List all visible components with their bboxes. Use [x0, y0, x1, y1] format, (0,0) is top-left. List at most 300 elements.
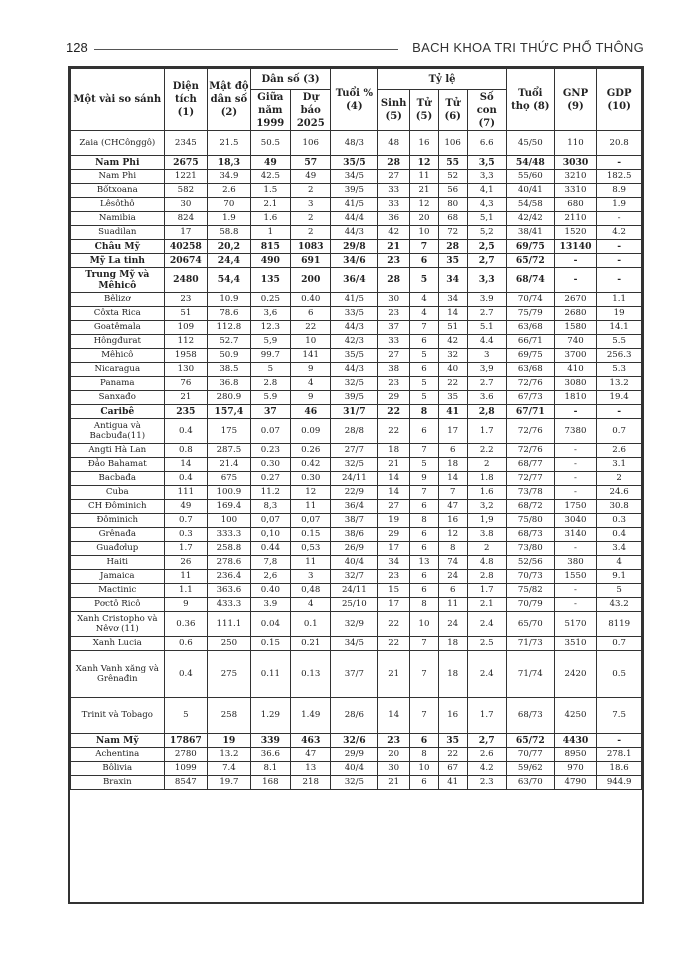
- country-cell: Guađơlup: [71, 542, 165, 556]
- table-row: [71, 698, 642, 734]
- value-cell: 0.4: [164, 651, 208, 698]
- value-cell: 6: [410, 776, 439, 790]
- country-cell: Braxin: [71, 776, 165, 790]
- value-cell: 35/5: [331, 156, 378, 170]
- country-cell: Nam Phi: [71, 170, 165, 184]
- table-row: [71, 419, 642, 444]
- value-cell: 44/3: [331, 226, 378, 240]
- value-cell: 236.4: [208, 570, 251, 584]
- value-cell: 38.5: [208, 363, 251, 377]
- country-cell: Antigua và Bacbuđa(11): [71, 419, 165, 444]
- table-row: [71, 321, 642, 335]
- value-cell: 111.1: [208, 612, 251, 637]
- value-cell: 3.6: [467, 391, 506, 405]
- value-cell: 22: [378, 405, 410, 419]
- value-cell: 0.13: [291, 651, 331, 698]
- table-row: [71, 556, 642, 570]
- country-cell: Hôngđurat: [71, 335, 165, 349]
- value-cell: 2: [597, 472, 642, 486]
- country-cell: Côxta Rica: [71, 307, 165, 321]
- value-cell: 3040: [554, 514, 597, 528]
- value-cell: 5170: [554, 612, 597, 637]
- value-cell: 169.4: [208, 500, 251, 514]
- value-cell: 0.3: [164, 528, 208, 542]
- value-cell: -: [554, 598, 597, 612]
- value-cell: 675: [208, 472, 251, 486]
- value-cell: 49: [250, 156, 290, 170]
- value-cell: 41/5: [331, 293, 378, 307]
- value-cell: 18.6: [597, 762, 642, 776]
- value-cell: 55: [438, 156, 467, 170]
- value-cell: 5: [410, 458, 439, 472]
- value-cell: -: [554, 486, 597, 500]
- value-cell: 2680: [554, 307, 597, 321]
- value-cell: 6: [291, 307, 331, 321]
- value-cell: 0.5: [597, 651, 642, 698]
- value-cell: 8.9: [597, 184, 642, 198]
- value-cell: 24/11: [331, 472, 378, 486]
- value-cell: 23: [164, 293, 208, 307]
- value-cell: 16: [438, 698, 467, 734]
- value-cell: 0.30: [291, 472, 331, 486]
- value-cell: 0.15: [291, 528, 331, 542]
- page-header: [66, 40, 644, 58]
- value-cell: 9: [291, 363, 331, 377]
- country-cell: Pơctô Ricô: [71, 598, 165, 612]
- value-cell: 1: [250, 226, 290, 240]
- country-cell: Lêsôthô: [71, 198, 165, 212]
- value-cell: 7: [410, 698, 439, 734]
- header-area: Diện tích (1): [164, 69, 208, 131]
- value-cell: 19.4: [597, 391, 642, 405]
- value-cell: 27: [378, 349, 410, 363]
- value-cell: 7: [410, 486, 439, 500]
- value-cell: 69/75: [506, 349, 554, 363]
- value-cell: 141: [291, 349, 331, 363]
- value-cell: 11: [291, 500, 331, 514]
- value-cell: 2,7: [467, 734, 506, 748]
- country-cell: Haiti: [71, 556, 165, 570]
- value-cell: 21: [378, 651, 410, 698]
- value-cell: 41: [438, 776, 467, 790]
- value-cell: 8: [410, 405, 439, 419]
- value-cell: 111: [164, 486, 208, 500]
- value-cell: 278.1: [597, 748, 642, 762]
- value-cell: 68/74: [506, 268, 554, 293]
- table-row: [71, 748, 642, 762]
- value-cell: 11: [164, 570, 208, 584]
- value-cell: 22: [378, 637, 410, 651]
- header-rule: [94, 49, 398, 50]
- table-row: [71, 335, 642, 349]
- value-cell: 2,5: [467, 240, 506, 254]
- value-cell: 680: [554, 198, 597, 212]
- value-cell: 2: [291, 226, 331, 240]
- value-cell: 22: [378, 612, 410, 637]
- value-cell: 0.36: [164, 612, 208, 637]
- value-cell: 39/5: [331, 391, 378, 405]
- value-cell: 6: [438, 584, 467, 598]
- value-cell: 34.9: [208, 170, 251, 184]
- value-cell: 5: [410, 377, 439, 391]
- value-cell: 3.1: [597, 458, 642, 472]
- value-cell: 38/6: [331, 528, 378, 542]
- value-cell: 20,2: [208, 240, 251, 254]
- header-age: Tuổi % (4): [331, 69, 378, 131]
- value-cell: 4.2: [597, 226, 642, 240]
- value-cell: 6: [410, 419, 439, 444]
- value-cell: 29/9: [331, 748, 378, 762]
- value-cell: 12: [410, 156, 439, 170]
- value-cell: 14: [438, 472, 467, 486]
- value-cell: 2: [467, 458, 506, 472]
- table-row-region: [71, 240, 642, 254]
- value-cell: 35: [438, 254, 467, 268]
- value-cell: 67/73: [506, 391, 554, 405]
- value-cell: 7: [410, 444, 439, 458]
- page-number: 128: [66, 40, 88, 55]
- table-row: [71, 444, 642, 458]
- value-cell: 1.8: [467, 472, 506, 486]
- value-cell: 10: [410, 612, 439, 637]
- value-cell: 112: [164, 335, 208, 349]
- value-cell: 0.42: [291, 458, 331, 472]
- header-gnp: GNP (9): [554, 69, 597, 131]
- table-row: [71, 612, 642, 637]
- header-density: Mật độ dân số (2): [208, 69, 251, 131]
- value-cell: 5.9: [250, 391, 290, 405]
- value-cell: 40: [438, 363, 467, 377]
- value-cell: 3700: [554, 349, 597, 363]
- value-cell: 32/9: [331, 612, 378, 637]
- value-cell: 182.5: [597, 170, 642, 184]
- value-cell: 9: [410, 472, 439, 486]
- value-cell: 75/82: [506, 584, 554, 598]
- value-cell: 3,9: [467, 363, 506, 377]
- value-cell: 363.6: [208, 584, 251, 598]
- value-cell: 34/5: [331, 637, 378, 651]
- value-cell: 1083: [291, 240, 331, 254]
- table-row: [71, 131, 642, 156]
- value-cell: 2,8: [467, 405, 506, 419]
- country-cell: Nicaragua: [71, 363, 165, 377]
- country-cell: Zaia (CHCônggô): [71, 131, 165, 156]
- value-cell: 10: [291, 335, 331, 349]
- value-cell: 25/10: [331, 598, 378, 612]
- value-cell: 0.8: [164, 444, 208, 458]
- value-cell: 63/70: [506, 776, 554, 790]
- value-cell: 410: [554, 363, 597, 377]
- country-cell: Mactinic: [71, 584, 165, 598]
- value-cell: 11: [410, 170, 439, 184]
- value-cell: 50.9: [208, 349, 251, 363]
- value-cell: 8: [410, 748, 439, 762]
- value-cell: 0.09: [291, 419, 331, 444]
- value-cell: 2.1: [467, 598, 506, 612]
- value-cell: 109: [164, 321, 208, 335]
- header-compare: Một vài so sánh: [71, 69, 165, 131]
- value-cell: 17: [438, 419, 467, 444]
- value-cell: 380: [554, 556, 597, 570]
- value-cell: 5: [597, 584, 642, 598]
- value-cell: 22: [291, 321, 331, 335]
- value-cell: 23: [378, 570, 410, 584]
- value-cell: 67: [438, 762, 467, 776]
- value-cell: 13140: [554, 240, 597, 254]
- value-cell: 20.8: [597, 131, 642, 156]
- value-cell: 5.3: [597, 363, 642, 377]
- value-cell: -: [597, 405, 642, 419]
- value-cell: 0.7: [164, 514, 208, 528]
- value-cell: 37/7: [331, 651, 378, 698]
- value-cell: 23: [378, 734, 410, 748]
- table-row: [71, 651, 642, 698]
- value-cell: 258: [208, 698, 251, 734]
- value-cell: 970: [554, 762, 597, 776]
- value-cell: 17867: [164, 734, 208, 748]
- value-cell: 17: [378, 542, 410, 556]
- country-cell: Đảo Bahamat: [71, 458, 165, 472]
- value-cell: 4.8: [467, 556, 506, 570]
- value-cell: 3140: [554, 528, 597, 542]
- value-cell: 12: [410, 198, 439, 212]
- value-cell: 250: [208, 637, 251, 651]
- value-cell: 0.04: [250, 612, 290, 637]
- value-cell: 3: [291, 570, 331, 584]
- value-cell: -: [597, 240, 642, 254]
- value-cell: 2.8: [467, 570, 506, 584]
- value-cell: 13: [410, 556, 439, 570]
- value-cell: 11: [291, 556, 331, 570]
- value-cell: 3030: [554, 156, 597, 170]
- value-cell: -: [597, 156, 642, 170]
- value-cell: 5,9: [250, 335, 290, 349]
- value-cell: 42/42: [506, 212, 554, 226]
- country-cell: Panama: [71, 377, 165, 391]
- value-cell: 33/5: [331, 307, 378, 321]
- value-cell: 21: [378, 458, 410, 472]
- value-cell: 2670: [554, 293, 597, 307]
- value-cell: 30: [378, 762, 410, 776]
- value-cell: 70: [208, 198, 251, 212]
- value-cell: 68/72: [506, 500, 554, 514]
- value-cell: 0.40: [291, 293, 331, 307]
- value-cell: 8950: [554, 748, 597, 762]
- country-cell: Bốtxoana: [71, 184, 165, 198]
- value-cell: 71/73: [506, 637, 554, 651]
- value-cell: -: [554, 268, 597, 293]
- value-cell: 1.6: [467, 486, 506, 500]
- value-cell: 23: [378, 254, 410, 268]
- value-cell: 2.6: [467, 748, 506, 762]
- value-cell: 2.7: [467, 377, 506, 391]
- value-cell: 3: [467, 349, 506, 363]
- country-cell: Bacbađa: [71, 472, 165, 486]
- value-cell: 35: [438, 734, 467, 748]
- value-cell: 6: [410, 570, 439, 584]
- value-cell: 135: [250, 268, 290, 293]
- value-cell: 49: [164, 500, 208, 514]
- value-cell: 68/73: [506, 698, 554, 734]
- value-cell: 4: [410, 293, 439, 307]
- value-cell: 218: [291, 776, 331, 790]
- value-cell: 258.8: [208, 542, 251, 556]
- value-cell: 2110: [554, 212, 597, 226]
- value-cell: -: [597, 212, 642, 226]
- value-cell: 287.5: [208, 444, 251, 458]
- value-cell: 30: [164, 198, 208, 212]
- value-cell: 76: [164, 377, 208, 391]
- value-cell: 2675: [164, 156, 208, 170]
- value-cell: 5: [164, 698, 208, 734]
- value-cell: 0.3: [597, 514, 642, 528]
- value-cell: 0.7: [597, 419, 642, 444]
- value-cell: 5,1: [467, 212, 506, 226]
- value-cell: 0.26: [291, 444, 331, 458]
- value-cell: 5: [250, 363, 290, 377]
- table-row-region: [71, 254, 642, 268]
- value-cell: 157,4: [208, 405, 251, 419]
- value-cell: 9: [164, 598, 208, 612]
- value-cell: 12: [291, 486, 331, 500]
- country-cell: Jamaica: [71, 570, 165, 584]
- table-row: [71, 377, 642, 391]
- country-cell: Mêhicô: [71, 349, 165, 363]
- value-cell: 15: [378, 584, 410, 598]
- value-cell: 0,48: [291, 584, 331, 598]
- header-birth: Sinh (5): [378, 90, 410, 131]
- value-cell: 27/7: [331, 444, 378, 458]
- value-cell: 52/56: [506, 556, 554, 570]
- value-cell: 42: [438, 335, 467, 349]
- value-cell: 0.25: [250, 293, 290, 307]
- value-cell: 18: [438, 637, 467, 651]
- country-cell: Sanxađo: [71, 391, 165, 405]
- value-cell: 24,4: [208, 254, 251, 268]
- value-cell: 4: [410, 307, 439, 321]
- value-cell: 1,9: [467, 514, 506, 528]
- value-cell: 333.3: [208, 528, 251, 542]
- value-cell: 4.4: [467, 335, 506, 349]
- value-cell: 45/50: [506, 131, 554, 156]
- value-cell: 12: [438, 528, 467, 542]
- value-cell: -: [554, 405, 597, 419]
- value-cell: 67/71: [506, 405, 554, 419]
- value-cell: 20: [410, 212, 439, 226]
- value-cell: 3,3: [467, 268, 506, 293]
- value-cell: -: [554, 458, 597, 472]
- value-cell: 7.4: [208, 762, 251, 776]
- value-cell: 26: [164, 556, 208, 570]
- value-cell: 6: [410, 335, 439, 349]
- value-cell: 48: [378, 131, 410, 156]
- value-cell: 35: [438, 391, 467, 405]
- value-cell: 0.30: [250, 458, 290, 472]
- value-cell: 40/4: [331, 556, 378, 570]
- country-cell: Suadilan: [71, 226, 165, 240]
- value-cell: 433.3: [208, 598, 251, 612]
- value-cell: 68/77: [506, 458, 554, 472]
- table-row: [71, 363, 642, 377]
- value-cell: 47: [438, 500, 467, 514]
- value-cell: 16: [410, 131, 439, 156]
- value-cell: 944.9: [597, 776, 642, 790]
- table-row-region: [71, 734, 642, 748]
- table-row: [71, 184, 642, 198]
- country-cell: Xanh Cristopho và Nêvơ (11): [71, 612, 165, 637]
- value-cell: 3,2: [467, 500, 506, 514]
- value-cell: 57: [291, 156, 331, 170]
- value-cell: 52.7: [208, 335, 251, 349]
- value-cell: 33: [378, 198, 410, 212]
- statistics-table: [70, 68, 642, 790]
- country-cell: Nam Phi: [71, 156, 165, 170]
- value-cell: 12.3: [250, 321, 290, 335]
- value-cell: 21.5: [208, 131, 251, 156]
- value-cell: 29: [378, 528, 410, 542]
- value-cell: 112.8: [208, 321, 251, 335]
- value-cell: 28: [378, 268, 410, 293]
- value-cell: 38/41: [506, 226, 554, 240]
- value-cell: 10: [410, 226, 439, 240]
- value-cell: 30: [378, 293, 410, 307]
- value-cell: 824: [164, 212, 208, 226]
- value-cell: 3.8: [467, 528, 506, 542]
- value-cell: 2.4: [467, 651, 506, 698]
- value-cell: 5: [410, 391, 439, 405]
- value-cell: 175: [208, 419, 251, 444]
- book-title: BACH KHOA TRI THỨC PHỔ THÔNG: [412, 40, 644, 55]
- value-cell: 22/9: [331, 486, 378, 500]
- value-cell: 17: [164, 226, 208, 240]
- value-cell: 38: [378, 363, 410, 377]
- value-cell: 740: [554, 335, 597, 349]
- value-cell: 65/72: [506, 254, 554, 268]
- country-cell: Bêlizơ: [71, 293, 165, 307]
- value-cell: 280.9: [208, 391, 251, 405]
- value-cell: 4,3: [467, 198, 506, 212]
- value-cell: 36/4: [331, 268, 378, 293]
- value-cell: 14: [164, 458, 208, 472]
- value-cell: 23: [378, 377, 410, 391]
- value-cell: 691: [291, 254, 331, 268]
- value-cell: 2345: [164, 131, 208, 156]
- table-row: [71, 542, 642, 556]
- value-cell: -: [554, 444, 597, 458]
- value-cell: 1.7: [467, 584, 506, 598]
- value-cell: 2.6: [208, 184, 251, 198]
- value-cell: 2: [291, 212, 331, 226]
- value-cell: 11: [438, 598, 467, 612]
- value-cell: 21: [164, 391, 208, 405]
- value-cell: 7: [438, 486, 467, 500]
- value-cell: 20674: [164, 254, 208, 268]
- value-cell: 2,7: [467, 254, 506, 268]
- header-gdp: GDP (10): [597, 69, 642, 131]
- value-cell: 2: [291, 184, 331, 198]
- value-cell: 6: [410, 584, 439, 598]
- value-cell: 6: [410, 542, 439, 556]
- value-cell: 19.7: [208, 776, 251, 790]
- value-cell: 3: [291, 198, 331, 212]
- value-cell: 2420: [554, 651, 597, 698]
- value-cell: 4790: [554, 776, 597, 790]
- value-cell: 70/77: [506, 748, 554, 762]
- table-row: [71, 198, 642, 212]
- value-cell: 7: [410, 321, 439, 335]
- value-cell: 24: [438, 570, 467, 584]
- value-cell: 3.4: [597, 542, 642, 556]
